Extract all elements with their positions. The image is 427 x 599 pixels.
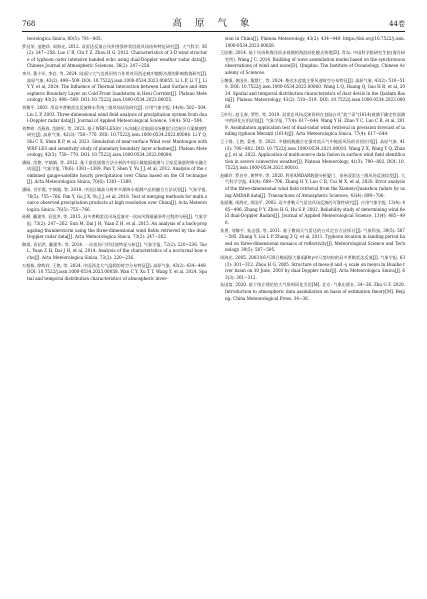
page-number: 768 — [22, 20, 36, 28]
reference-entry: 潘旸, 沈艳, 宇婧婧, 等, 2012. 基于最优插值方法分析的中国区域地面观测与卫星反演逐时降水融合试验[J]. 气象学报, 70(6): 1381−1389. Pan Y, Shen Y, Yu J J, et al, 2012. Analysis of the combined gauge-satellite hourly precipitation over China based on the OI technique[J]. Acta Meteorologica Sinica, 70(6): 1381−1389. — [22, 159, 207, 185]
reference-entry: 万超栋, 徐辉祥, 王艳, 等, 2024. 中国西北大气湿润的时空分布特征[J]. 高原气象, 43(2): 434−449. DOI: 10.7522/j.issn.1000-0534.2023.00058. Wan C Y, Xu T T, Wang Y, et al, 2024. Spatial and temporal distribution characteristics of atmospheric inver- — [22, 262, 207, 281]
reference-entry: teorologica Sinica, 80(5): 791−805. — [27, 36, 102, 41]
reference-entry: sion in China[J]. Plateau Meteorology, 43(2): 434−449. https://doi.org/10.7522/j.issn.1000-0534.2023.00058. — [225, 36, 405, 48]
reference-entry: 孙柳, 戴建华, 袁招洪, 等, 2015. 双多普勒雷达风场反演对一次向风锋能量事件过程的分析[J]. 气象学报, 73(2): 247−262. Sun M, Dai J H, Yuan Z H, et al, 2015. An analysis of a back-propagating thunderstorm using the three-dimensional wind fields retrieved by the dual-Doppler radar data[J]. Acta Meteorologica Sinica, 73(2): 247−262. — [22, 214, 207, 240]
reference-entry: 李丹, 董小军, 李岩, 等, 2024. 陆面与大气边界层热力作用对河西走廊中越野沙漠的影响数值研究[J]. 高原气象, 43(2): 498−509. DOI: 10.7522/j.issn.1000-0534.2023.00055. Li L P, Li T J, Li Y Y, et al, 2024. The Influence of Thermal Interaction between Land Surface and Atmospheric Boundary Layer on Cold Front Sandstorm in Hexi Corridor[J]. Plateau Meteorology, 43(2): 498−509. DOI: 10.7522/j.issn.1000-0534.2023.00055. — [22, 70, 207, 103]
left-reference-column — [22, 36, 207, 283]
reference-entry: 罗昌荣, 池艳珍, 周海光, 2012. 双雷达反演台风外围强带状回波风场结构特征研究[J]. 大气科学, 36(2): 247−258. Luo C R, Chi Y Z, Zhou H G, 2012. Characteristics of 3-D wind structure of typhoon outer intensive banded echo using dual-Doppler weather radar data[J]. Chinese Journal of Atmospheric Sciences, 36(2): 247−258. — [22, 43, 207, 69]
reference-entry: 周海光, 2005. 2003年6月30日梅雨锋大暴雨β和γ中尺度结构的双多普勒雷达反演[J]. 气象学报, 63(3): 301−312. Zhou H G, 2005. Structure of meso-β and -γ scale on meiyu in Huaihe river basin on 30 June, 2003 by dual-Doppler radar[J]. Acta Meteorologica Sinica[J], 63(3): 301−312. — [220, 255, 405, 280]
reference-entry: 赵峰玲, 罗启亭, 黄梦华, 等, 2020. 利用AMDAR数据分析厦门、泉州双雷达三维风场反演误差[J]. 大气科学学报, 43(4): 699−706. Zhang H Y, Luo C R, Cui M X, et al, 2020. Error analysis of the three-dimensional wind field retrieval from the Xiamen-Quanzhou radars by using AMDAR data[J]. Transactions of Atmospheric Sciences, 43(4): 699−706. — [220, 172, 405, 198]
reference-entry: 王黎强, 黄国庆, 董慧仁, 等, 2024. 柴达木盆地主要风速时空分布特征[J]. 高原气象, 43(2): 510−519. DOI: 10.7522/j.issn.1000-0534.2023.00060. Wang L Q, Huang Q, Gao H R, et al, 2024. Spatial and temporal distribution characteristics of dust devils in the Qaidam Basin[J]. Plateau Meteorology, 43(2): 510−519. DOI: 10.7522/j.issn.1000-0534.2023.00060. — [220, 77, 405, 109]
volume-label: 44卷 — [389, 20, 405, 28]
reference-entry: 刘黎平, 2003. 用双多普勒雷达反演降水系统三维风场试验研究[J]. 应用气象学报, 14(4): 502−504. Liu L P, 2003. Three-dimensional wind field analysis of precipitation system from dual-Doppler radar data[J]. Journal of Applied Meteorological Science, 14(4): 502−504. — [22, 104, 207, 124]
reference-entry: 王叶红, 赵玉春, 罗世, 等, 2019. 双雷达风场反演资料在登陆台风"莫兰蒂"(1614)观测不确定性预测中的同化应用试验[J]. 气象学报, 77(4): 617−644. Wang Y H, Zhao Y C, Luo C R, et al, 2019. Assimilation application test of dual-radar wind retrieval in precision forecast of landing typhoon Meranti (1614)[J]. Acta Meteorologica Sinica, 77(4): 617−644. — [220, 111, 405, 137]
reference-entry: 陶岚, 袁招洪, 戴建华, 等, 2014. 一次夜间弓形回波特征分析[J]. 气象学报, 72(2): 220−236. Tao L, Yuan Z H, Dai J H, et al, 2014. Analysis of the characteristics of a nocturnal bow echo[J]. Acta Meteorologica Sinica, 72(2): 220−236. — [22, 241, 207, 260]
right-reference-column — [220, 36, 405, 303]
reference-entry: 张丽娜, 周海光, 胡国平, 2002. 双多普勒天气雷达风场反演的可靠性研究[J]. 应用气象学报, 13(4): 485−496. Zhang P Y, Zhou H G, Hu S P, 2002. Reliability study of determining wind field dual-Doppler Radars[J]. Journal of Applied Meteorological Science, 13(4): 485−496. — [220, 200, 405, 226]
reference-entry: 潘旸, 谷军霞, 宇婧婧, 等, 2018. 中国区域高分辨率多源降水观测产品的融合方法试验[J]. 气象学报, 76(5): 755−766. Pan Y, Gu J X, Yu J J, et al, 2018. Test of merging methods for multi-source observed precipitation products at high resolution over China[J]. Acta Meteorologica Sinica, 76(5): 755−766. — [22, 187, 207, 212]
reference-entry: 张勇, 刘黎平, 张志强, 等, 2011. 基于微网天气雷达的台风定位方法探讨[J]. 气象科技, 39(5): 587−595. Zhang Y, Liu L P, Zhang Z Q, et al, 2011. Typhoon location in landing period based on three-dimensional mosaics of reflectivity[J]. Meteorological Science and Technology, 39(5): 587−595. — [220, 227, 405, 253]
journal-title: 高 原 气 象 — [172, 18, 255, 29]
reference-entry: 王际朝, 2014. 基于风场和海洋同步观测的海浪同化模式构建[D]. 青岛: 中国科学院研究生院(海洋研究所). Wang J C, 2014. Building of wave assimilation model based on the synchronous observations of wind and wave[D]. Qingdao: The Institute of Oceanology, Chinese Academy of Sciences. — [220, 50, 405, 75]
reference-entry: 刘梦婷, 肖燕春, 沈晓军, 等, 2023. 基于WRF-LES的门头沟城区近地面风场模拟与边界层方案敏感性研究[J]. 高原气象, 42(3): 758−770. DOI: 10.7522/j.issn.1000-0534.2022.00084. Li Y Q, Shi C X, Shen R P, et al, 2023. Simulation of near-surface Wind over Mentougou with WRF-LES and sensitivity study of planetary boundary layer schemes[J]. Plateau Meteorology, 42(3): 758−770. DOI: 10.7522/j.issn.1000-0534.2022.00084. — [22, 125, 207, 158]
reference-entry: 王子锋, 王艳, 姜善, 等, 2022. 多随机数融合在强对流天气中地面风场的识别应用[J]. 高原气象, 41(3): 790−802. DOI: 10.7522/j.issn.1000-0534.2021.00010. Wang Z X, Wang Y Q, Zhang J, et al, 2022. Application of multi-source data fusion in surface wind field identification in severe convective weather[J]. Plateau Meteorology, 41(3): 790−802. DOI: 10.7522/j.issn.1000-0534.2021.00010. — [220, 138, 405, 171]
header-rule — [22, 31, 405, 32]
reference-entry: 朱国富, 2020. 基于统计理论的大气资料同化引论[M]. 北京: 气象出版社, 34−36. Zhu G F, 2020. Introduction to atmospheric data assimilation on basis of estimation theory[M]. Beijing: China Meteorological Press, 34−36. — [220, 282, 405, 301]
